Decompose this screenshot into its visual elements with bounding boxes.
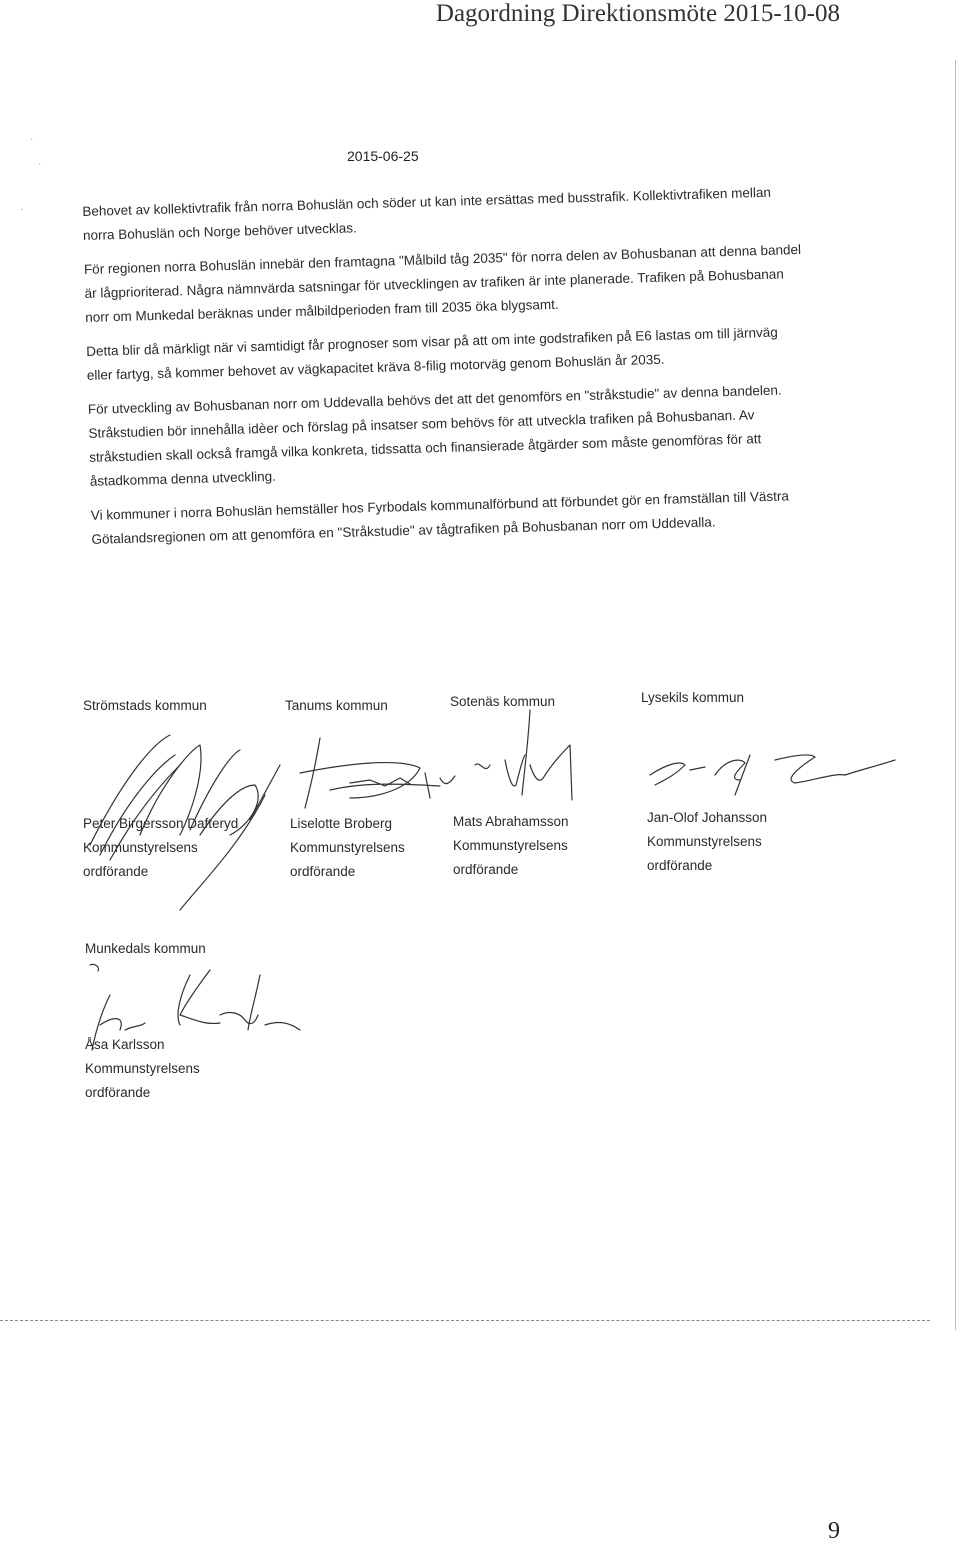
municipality-name: Tanums kommun [285, 698, 388, 713]
signatory-role: ordförande [453, 862, 519, 877]
scan-speck: · [30, 135, 34, 146]
paragraph: För regionen norra Bohuslän innebär den framtagna "Målbild tåg 2035" för norra delen av Bohusbanan att denna bandel är lågprioriterad. Några nämnvärda satsningar för utvecklingen av trafiken är inte planerade. Trafiken på Bohusbanan norr om Munkedal beräknas under målbildperioden fram till 2035 öka blygsamt. [83, 241, 802, 325]
scan-speck: · [38, 160, 42, 171]
signature-block-lysekil [641, 686, 744, 710]
signatory-role: ordförande [647, 858, 713, 873]
page-number: 9 [828, 1518, 840, 1544]
letter-date: 2015-06-25 [347, 148, 419, 164]
signature-block-tanum [285, 694, 388, 718]
municipality-name: Sotenäs kommun [450, 694, 556, 709]
signature-block-stromstad [83, 694, 207, 718]
page-header-title: Dagordning Direktionsmöte 2015-10-08 [435, 0, 840, 27]
signatory-role: Kommunstyrelsens [83, 840, 198, 855]
paragraph: Vi kommuner i norra Bohuslän hemställer hos Fyrbodals kommunalförbund att förbundet gör en framställan till Västra Götalandsregionen om att genomföra en "Stråkstudie" av tågtrafiken på Bohusbanan norr om Uddevalla. [90, 488, 790, 547]
signatory-role: ordförande [290, 864, 356, 879]
signatory-role: Kommunstyrelsens [85, 1061, 200, 1076]
signatory-name: Jan-Olof Johansson [647, 810, 768, 825]
signatory-role: ordförande [83, 864, 149, 879]
handwritten-signature-stromstad [80, 725, 300, 915]
signatory-role: Kommunstyrelsens [647, 834, 762, 849]
municipality-name: Strömstads kommun [83, 698, 207, 713]
signatory-name: Liselotte Broberg [290, 816, 393, 831]
handwritten-signature-munkedal [80, 955, 320, 1055]
paragraph: För utveckling av Bohusbanan norr om Uddevalla behövs det att det genomförs en "stråkstudie" av denna bandelen. Stråkstudien bör innehålla idèer och förslag på insatser som behövs för att utveckla trafiken på Bohusbanan. Av stråkstudien skall också framgå vilka konkreta, tidssatta och finansierade åtgärder som måste genomföras för att åstadkomma denna utveckling. [87, 382, 782, 489]
municipality-name: Lysekils kommun [641, 690, 745, 705]
letter-body [82, 180, 812, 562]
signatory-name: Mats Abrahamsson [453, 814, 569, 829]
handwritten-signature-lysekil [645, 745, 900, 800]
municipality-name: Munkedals kommun [85, 941, 206, 956]
signatory-details-tanum [290, 812, 405, 884]
signatory-role: Kommunstyrelsens [290, 840, 405, 855]
signatory-details-sotenas [453, 810, 569, 882]
scan-divider-line [0, 1320, 930, 1321]
handwritten-signature-sotenas [470, 705, 590, 805]
handwritten-signature-tanum [290, 728, 470, 813]
paragraph: Behovet av kollektivtrafik från norra Bohuslän och söder ut kan inte ersättas med busstrafik. Kollektivtrafiken mellan norra Bohuslän och Norge behöver utvecklas. [82, 184, 772, 243]
page-edge-line [955, 60, 956, 1330]
signatory-details-lysekil [647, 806, 767, 878]
signatory-name: Peter Birgersson Dafteryd [83, 816, 239, 831]
paragraph: Detta blir då märkligt när vi samtidigt får prognoser som visar på att om inte godstrafiken på E6 lastas om till järnväg eller fartyg, så kommer behovet av vägkapacitet kräva 8-filig motorväg genom Bohuslän år 2035. [86, 324, 778, 383]
signatory-role: ordförande [85, 1085, 151, 1100]
signatory-role: Kommunstyrelsens [453, 838, 568, 853]
signatory-name: Åsa Karlsson [85, 1037, 165, 1052]
scan-speck: · [20, 205, 24, 216]
